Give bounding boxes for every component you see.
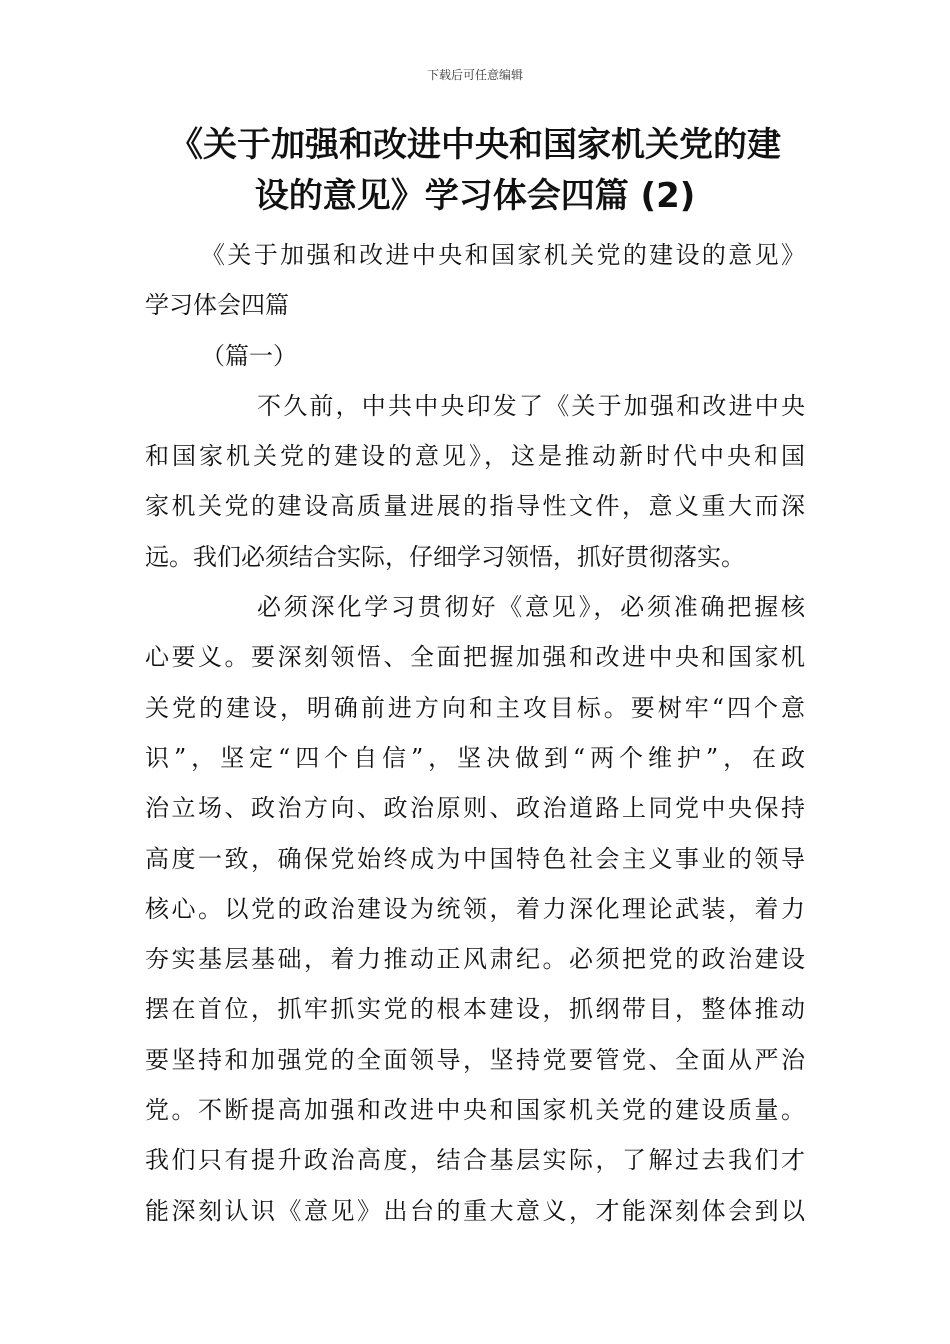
title-line: 《关于加强和改进中央和国家机关党的建 [169,125,781,165]
paragraph-line: 夯实基层基础，着力推动正风肃纪。必须把党的政治建设 [145,945,805,974]
paragraph-line: 必须深化学习贯彻好《意见》，必须准确把握核 [257,593,805,622]
paragraph-line: 核心。以党的政治建设为统领，着力深化理论武装，着力 [145,894,805,923]
paragraph-line: 远。我们必须结合实际，仔细学习领悟，抓好贯彻落实。 [145,542,745,571]
paragraph-line: 家机关党的建设高质量进展的指导性文件，意义重大而深 [145,492,805,521]
title-line: 设的意见》学习体会四篇 (2) [254,176,696,216]
paragraph-line: 和国家机关党的建设的意见》，这是推动新时代中央和国 [145,442,805,471]
paragraph-line: 摆在首位，抓牢抓实党的根本建设，抓纲带目，整体推动 [145,995,805,1024]
paragraph-line: 能深刻认识《意见》出台的重大意义，才能深刻体会到以 [145,1196,805,1225]
paragraph-line: 心要义。要深刻领悟、全面把握加强和改进中央和国家机 [145,643,805,672]
paragraph-line: 我们只有提升政治高度，结合基层实际，了解过去我们才 [145,1146,805,1175]
document-body [145,230,805,1236]
paragraph-line: 识”，坚定“四个自信”，坚决做到“两个维护”，在政 [145,743,805,772]
document-title [145,120,805,222]
paragraph-line: 关党的建设，明确前进方向和主攻目标。要树牢“四个意 [145,693,805,722]
subtitle-line: 《关于加强和改进中央和国家机关党的建设的意见》 [201,241,805,269]
paragraph-line: 高度一致，确保党始终成为中国特色社会主义事业的领导 [145,844,805,873]
subtitle-line: 学习体会四篇 [145,291,289,320]
section-heading: （篇一） [201,341,297,370]
paragraph-line: 治立场、政治方向、政治原则、政治道路上同党中央保持 [145,794,805,823]
paragraph-line: 要坚持和加强党的全面领导，坚持党要管党、全面从严治 [145,1045,805,1074]
paragraph-line: 党。不断提高加强和改进中央和国家机关党的建设质量。 [145,1096,805,1125]
paragraph-line: 不久前，中共中央印发了《关于加强和改进中央 [257,391,805,420]
header-note: 下载后可任意编辑 [426,68,523,82]
